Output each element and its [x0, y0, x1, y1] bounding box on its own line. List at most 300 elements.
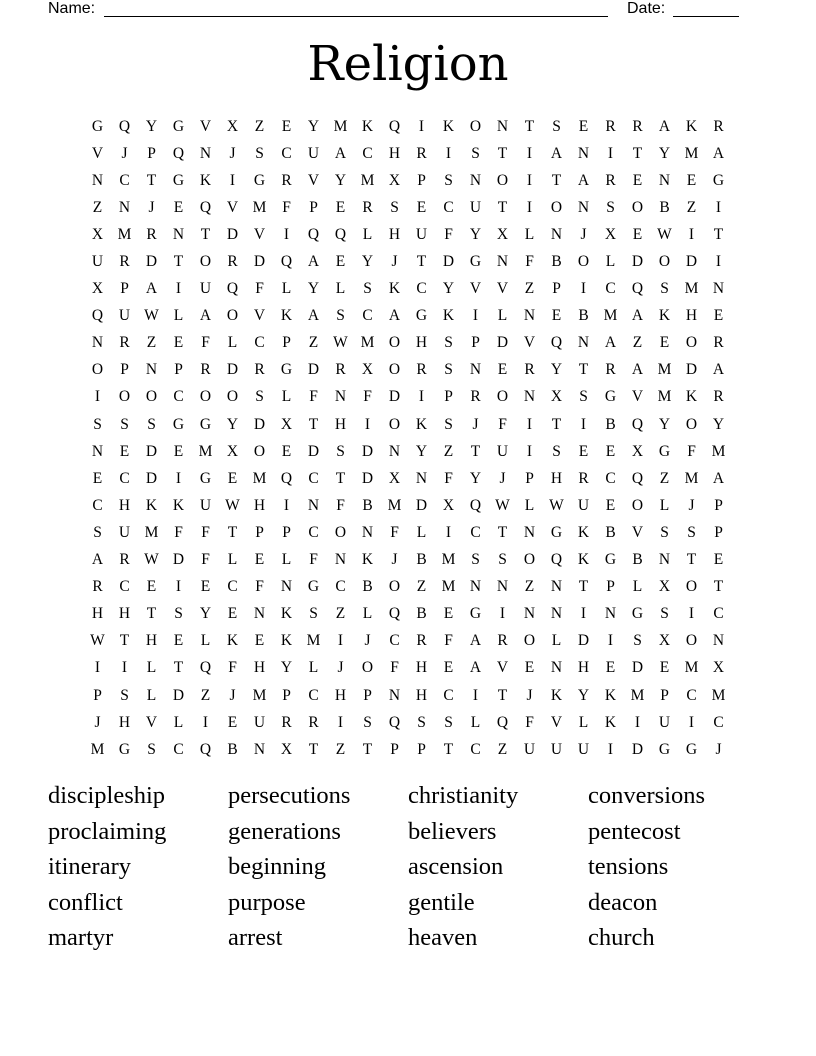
grid-letter: P — [363, 686, 372, 704]
grid-letter: I — [526, 144, 533, 162]
grid-letter: S — [363, 280, 372, 298]
grid-letter: I — [607, 740, 614, 758]
grid-letter: T — [470, 442, 481, 460]
grid-letter: P — [552, 280, 561, 298]
grid-letter: E — [254, 632, 265, 650]
grid-letter: D — [361, 442, 374, 460]
grid-letter: R — [92, 578, 103, 596]
grid-letter: P — [444, 388, 453, 406]
grid-letter: I — [337, 632, 344, 650]
grid-letter: V — [226, 198, 239, 216]
grid-letter: S — [93, 415, 102, 433]
grid-letter: F — [255, 578, 264, 596]
grid-letter: A — [307, 253, 320, 271]
grid-letter: V — [307, 171, 320, 189]
grid-letter: S — [660, 523, 669, 541]
grid-letter: N — [307, 496, 320, 514]
grid-letter: M — [252, 469, 267, 487]
grid-letter: J — [688, 496, 695, 514]
word-list-item: heaven — [408, 924, 478, 952]
word-list-item: gentile — [408, 888, 475, 916]
grid-letter: R — [605, 117, 616, 135]
grid-letter: M — [684, 469, 699, 487]
grid-letter: I — [634, 713, 641, 731]
grid-letter: V — [253, 307, 266, 325]
grid-letter: C — [281, 144, 292, 162]
grid-letter: R — [632, 117, 643, 135]
grid-letter: O — [469, 117, 482, 135]
grid-letter: C — [119, 578, 130, 596]
grid-letter: Y — [469, 469, 482, 487]
grid-letter: U — [415, 225, 428, 243]
grid-letter: U — [577, 740, 590, 758]
grid-letter: K — [604, 713, 617, 731]
grid-letter: L — [200, 632, 211, 650]
grid-letter: E — [335, 253, 346, 271]
grid-letter: C — [227, 578, 238, 596]
grid-letter: G — [469, 253, 482, 271]
grid-row — [84, 221, 732, 248]
grid-letter: S — [498, 551, 507, 569]
grid-letter: P — [390, 740, 399, 758]
grid-letter: J — [391, 253, 398, 271]
grid-letter: F — [336, 496, 345, 514]
grid-letter: N — [496, 117, 509, 135]
grid-letter: T — [227, 523, 238, 541]
grid-letter: W — [225, 496, 240, 514]
word-list-item: beginning — [228, 853, 326, 881]
grid-letter: P — [714, 523, 723, 541]
grid-letter: F — [201, 334, 210, 352]
grid-letter: L — [470, 713, 481, 731]
grid-letter: O — [496, 388, 509, 406]
word-list-item: discipleship — [48, 782, 166, 809]
grid-letter: C — [308, 469, 319, 487]
grid-letter: T — [551, 171, 562, 189]
grid-letter: U — [469, 198, 482, 216]
grid-letter: M — [603, 307, 618, 325]
grid-letter: C — [443, 198, 454, 216]
grid-letter: X — [226, 442, 239, 460]
word-list-item: ascension — [408, 853, 504, 881]
grid-letter: D — [685, 253, 698, 271]
grid-letter: A — [712, 469, 725, 487]
grid-letter: W — [144, 551, 159, 569]
grid-letter: C — [173, 740, 184, 758]
grid-row — [84, 574, 732, 601]
grid-letter: L — [146, 686, 157, 704]
grid-letter: Q — [280, 253, 293, 271]
grid-row — [84, 411, 732, 438]
grid-letter: F — [525, 713, 534, 731]
grid-letter: W — [495, 496, 510, 514]
grid-letter: M — [252, 198, 267, 216]
grid-letter: N — [550, 578, 563, 596]
grid-letter: R — [713, 117, 724, 135]
grid-letter: B — [416, 605, 427, 623]
grid-letter: N — [118, 198, 131, 216]
grid-letter: L — [173, 307, 184, 325]
grid-row — [84, 709, 732, 736]
grid-letter: I — [580, 280, 587, 298]
grid-letter: J — [499, 469, 506, 487]
grid-letter: D — [307, 442, 320, 460]
grid-letter: O — [91, 361, 104, 379]
grid-letter: T — [146, 171, 157, 189]
grid-letter: Z — [254, 117, 265, 135]
grid-letter: Q — [631, 280, 644, 298]
word-list-item: arrest — [228, 924, 283, 952]
grid-letter: R — [605, 361, 616, 379]
grid-letter: O — [685, 415, 698, 433]
grid-letter: R — [200, 361, 211, 379]
grid-letter: O — [496, 171, 509, 189]
grid-letter: E — [632, 225, 643, 243]
grid-letter: N — [469, 171, 482, 189]
word-list-item: proclaiming — [48, 817, 167, 845]
grid-letter: A — [604, 334, 617, 352]
grid-letter: S — [444, 334, 453, 352]
grid-letter: M — [360, 171, 375, 189]
grid-letter: Z — [335, 605, 346, 623]
grid-letter: Q — [550, 551, 563, 569]
grid-letter: Q — [199, 659, 212, 677]
grid-letter: H — [685, 307, 698, 325]
grid-letter: O — [523, 632, 536, 650]
grid-letter: I — [580, 415, 587, 433]
grid-letter: F — [498, 415, 507, 433]
grid-letter: H — [118, 496, 131, 514]
grid-letter: E — [497, 361, 508, 379]
grid-letter: Z — [416, 578, 427, 596]
grid-letter: R — [335, 361, 346, 379]
grid-row — [84, 465, 732, 492]
grid-letter: X — [280, 740, 293, 758]
grid-letter: I — [526, 415, 533, 433]
grid-letter: P — [282, 523, 291, 541]
grid-letter: A — [307, 307, 320, 325]
grid-letter: A — [91, 551, 104, 569]
grid-letter: N — [388, 442, 401, 460]
grid-letter: Y — [550, 361, 563, 379]
grid-letter: I — [688, 605, 695, 623]
grid-letter: H — [118, 605, 131, 623]
grid-letter: K — [577, 523, 590, 541]
grid-letter: H — [91, 605, 104, 623]
grid-letter: J — [229, 686, 236, 704]
grid-letter: W — [657, 225, 672, 243]
grid-letter: T — [200, 225, 211, 243]
grid-letter: X — [550, 388, 563, 406]
grid-letter: T — [497, 144, 508, 162]
grid-letter: B — [551, 253, 562, 271]
grid-letter: O — [523, 551, 536, 569]
grid-letter: N — [145, 361, 158, 379]
grid-letter: L — [146, 659, 157, 677]
grid-letter: R — [713, 388, 724, 406]
grid-letter: C — [173, 388, 184, 406]
grid-letter: E — [605, 659, 616, 677]
grid-row — [84, 357, 732, 384]
grid-letter: D — [172, 686, 185, 704]
grid-letter: I — [472, 686, 479, 704]
word-list-item: itinerary — [48, 853, 131, 881]
grid-letter: H — [334, 686, 347, 704]
grid-letter: J — [472, 415, 479, 433]
grid-letter: I — [283, 496, 290, 514]
grid-letter: E — [92, 469, 103, 487]
grid-letter: C — [254, 334, 265, 352]
grid-row — [84, 492, 732, 519]
grid-letter: W — [549, 496, 564, 514]
grid-letter: Y — [145, 117, 158, 135]
grid-letter: N — [496, 253, 509, 271]
grid-letter: Q — [307, 225, 320, 243]
grid-letter: C — [443, 686, 454, 704]
grid-letter: J — [94, 713, 101, 731]
grid-letter: G — [172, 117, 185, 135]
grid-letter: S — [147, 740, 156, 758]
grid-letter: Y — [658, 144, 671, 162]
grid-letter: F — [309, 388, 318, 406]
word-list-item: believers — [408, 817, 497, 845]
grid-letter: V — [550, 713, 563, 731]
grid-letter: A — [199, 307, 212, 325]
grid-letter: J — [580, 225, 587, 243]
grid-letter: Q — [496, 713, 509, 731]
grid-letter: X — [388, 171, 401, 189]
grid-letter: A — [550, 144, 563, 162]
grid-letter: F — [444, 469, 453, 487]
grid-letter: N — [550, 605, 563, 623]
grid-row — [84, 519, 732, 546]
grid-letter: N — [334, 388, 347, 406]
grid-letter: D — [631, 740, 644, 758]
grid-letter: Z — [146, 334, 157, 352]
grid-letter: H — [415, 334, 428, 352]
grid-letter: R — [416, 144, 427, 162]
grid-letter: Z — [200, 686, 211, 704]
grid-letter: Q — [199, 198, 212, 216]
grid-letter: M — [117, 225, 132, 243]
grid-letter: B — [578, 307, 589, 325]
grid-letter: V — [496, 659, 509, 677]
grid-letter: M — [198, 442, 213, 460]
grid-letter: I — [580, 605, 587, 623]
grid-letter: C — [470, 740, 481, 758]
word-list-item: generations — [228, 817, 341, 845]
grid-letter: V — [145, 713, 158, 731]
grid-letter: R — [281, 713, 292, 731]
grid-row — [84, 655, 732, 682]
word-list-item: deacon — [588, 888, 658, 916]
grid-letter: Y — [307, 280, 320, 298]
grid-letter: P — [120, 361, 129, 379]
grid-letter: N — [523, 388, 536, 406]
grid-letter: C — [119, 171, 130, 189]
page-title: Religion — [307, 36, 509, 92]
word-list-item: pentecost — [588, 817, 681, 845]
grid-letter: T — [713, 578, 724, 596]
word-list-item: tensions — [588, 853, 669, 881]
grid-letter: O — [253, 442, 266, 460]
grid-letter: X — [658, 632, 671, 650]
grid-letter: E — [173, 334, 184, 352]
grid-letter: L — [551, 632, 562, 650]
grid-letter: K — [415, 415, 428, 433]
grid-letter: N — [496, 578, 509, 596]
grid-letter: I — [472, 307, 479, 325]
grid-letter: O — [388, 578, 401, 596]
grid-letter: F — [174, 523, 183, 541]
grid-letter: I — [283, 225, 290, 243]
grid-letter: E — [443, 659, 454, 677]
grid-letter: D — [361, 469, 374, 487]
grid-letter: B — [605, 523, 616, 541]
grid-letter: K — [280, 605, 293, 623]
grid-letter: T — [524, 117, 535, 135]
grid-letter: T — [578, 361, 589, 379]
word-list — [48, 778, 768, 956]
grid-letter: S — [444, 415, 453, 433]
grid-letter: D — [253, 415, 266, 433]
grid-letter: Y — [307, 117, 320, 135]
grid-letter: I — [688, 713, 695, 731]
grid-letter: H — [118, 713, 131, 731]
grid-letter: L — [308, 659, 319, 677]
grid-letter: F — [201, 523, 210, 541]
grid-letter: S — [579, 388, 588, 406]
grid-letter: Y — [442, 280, 455, 298]
grid-letter: M — [306, 632, 321, 650]
grid-letter: O — [577, 253, 590, 271]
grid-letter: H — [388, 225, 401, 243]
grid-letter: E — [659, 334, 670, 352]
word-list-item: conflict — [48, 888, 123, 916]
grid-letter: F — [363, 388, 372, 406]
grid-letter: G — [604, 388, 617, 406]
grid-letter: Y — [469, 225, 482, 243]
grid-letter: G — [172, 415, 185, 433]
grid-letter: T — [119, 632, 130, 650]
grid-row — [84, 140, 732, 167]
word-list-item: martyr — [48, 924, 114, 952]
grid-letter: U — [253, 713, 266, 731]
grid-letter: N — [388, 686, 401, 704]
grid-letter: R — [119, 551, 130, 569]
grid-letter: G — [199, 469, 212, 487]
grid-letter: A — [712, 144, 725, 162]
grid-letter: G — [118, 740, 131, 758]
grid-letter: O — [388, 361, 401, 379]
grid-letter: O — [388, 334, 401, 352]
grid-letter: E — [524, 659, 535, 677]
grid-letter: A — [712, 361, 725, 379]
grid-letter: O — [334, 523, 347, 541]
grid-letter: D — [442, 253, 455, 271]
grid-letter: Z — [524, 578, 535, 596]
grid-letter: D — [631, 253, 644, 271]
grid-letter: L — [524, 225, 535, 243]
grid-letter: P — [525, 469, 534, 487]
grid-letter: N — [712, 280, 725, 298]
grid-letter: Z — [686, 198, 697, 216]
grid-letter: P — [255, 523, 264, 541]
grid-letter: Q — [388, 713, 401, 731]
grid-letter: M — [630, 686, 645, 704]
grid-letter: H — [415, 659, 428, 677]
grid-letter: V — [523, 334, 536, 352]
grid-letter: G — [658, 740, 671, 758]
grid-letter: D — [145, 442, 158, 460]
grid-letter: X — [91, 225, 104, 243]
grid-letter: S — [255, 144, 264, 162]
grid-letter: O — [631, 496, 644, 514]
grid-letter: E — [632, 171, 643, 189]
grid-letter: N — [91, 334, 104, 352]
grid-row — [84, 438, 732, 465]
grid-letter: K — [280, 632, 293, 650]
grid-letter: C — [308, 523, 319, 541]
grid-letter: A — [145, 280, 158, 298]
word-list-item: persecutions — [228, 782, 351, 809]
grid-letter: Z — [497, 740, 508, 758]
grid-letter: G — [415, 307, 428, 325]
grid-letter: C — [362, 144, 373, 162]
grid-letter: C — [686, 686, 697, 704]
grid-letter: X — [280, 415, 293, 433]
grid-letter: V — [469, 280, 482, 298]
grid-letter: S — [660, 605, 669, 623]
grid-letter: N — [523, 307, 536, 325]
grid-letter: E — [416, 198, 427, 216]
grid-letter: J — [148, 198, 155, 216]
grid-letter: P — [174, 361, 183, 379]
grid-letter: H — [334, 415, 347, 433]
grid-letter: D — [577, 632, 590, 650]
grid-letter: T — [686, 551, 697, 569]
grid-letter: G — [658, 442, 671, 460]
date-blank-line — [673, 16, 739, 17]
word-list-item: christianity — [408, 782, 519, 809]
grid-letter: H — [145, 632, 158, 650]
grid-letter: I — [202, 713, 209, 731]
grid-letter: I — [175, 578, 182, 596]
grid-letter: Q — [631, 469, 644, 487]
grid-letter: K — [442, 307, 455, 325]
grid-letter: C — [308, 686, 319, 704]
grid-row — [84, 384, 732, 411]
grid-letter: N — [550, 225, 563, 243]
grid-letter: H — [388, 144, 401, 162]
grid-letter: X — [361, 361, 374, 379]
grid-letter: I — [688, 225, 695, 243]
grid-letter: N — [550, 659, 563, 677]
grid-letter: X — [604, 225, 617, 243]
grid-letter: G — [631, 605, 644, 623]
grid-letter: S — [147, 415, 156, 433]
name-blank-line — [104, 16, 608, 17]
grid-letter: Z — [443, 442, 454, 460]
grid-letter: N — [577, 334, 590, 352]
grid-letter: P — [93, 686, 102, 704]
grid-letter: E — [605, 442, 616, 460]
grid-letter: A — [388, 307, 401, 325]
grid-letter: S — [93, 523, 102, 541]
date-label: Date: — [627, 0, 666, 17]
grid-letter: G — [550, 523, 563, 541]
grid-letter: T — [551, 415, 562, 433]
